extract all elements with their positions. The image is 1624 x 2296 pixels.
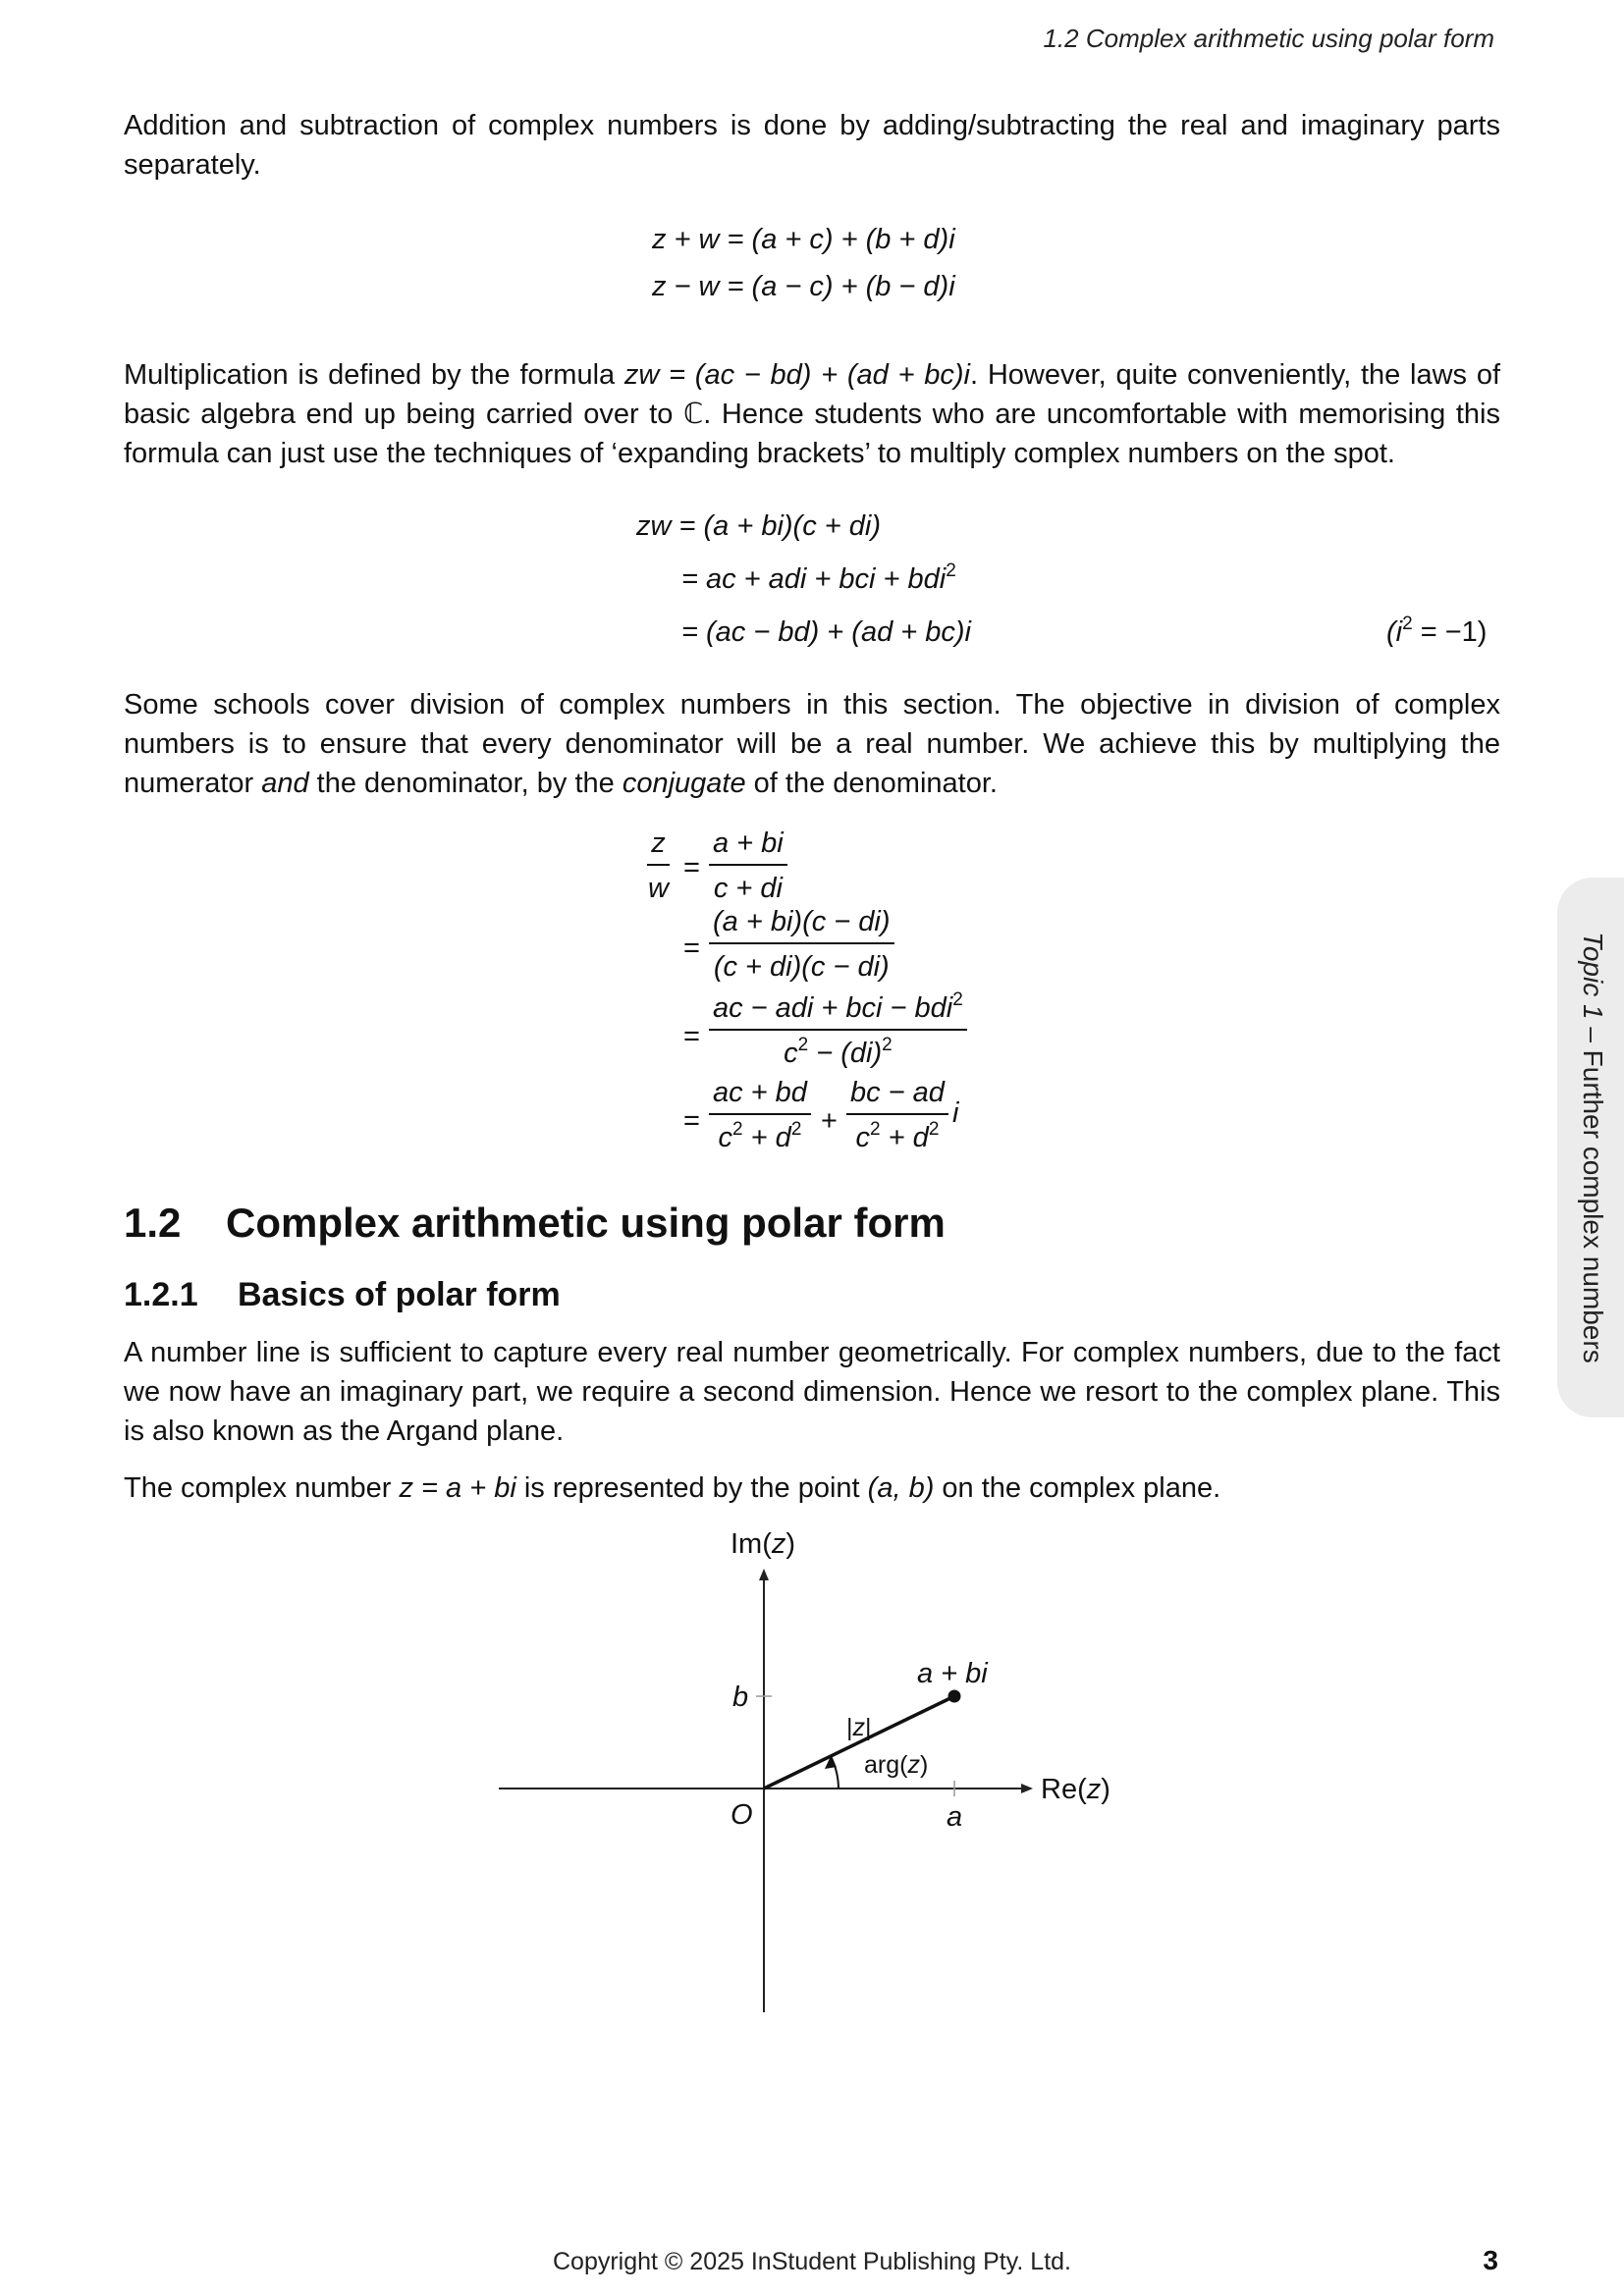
copyright-footer: Copyright © 2025 InStudent Publishing Pty. Ltd. bbox=[552, 2248, 1071, 2275]
a-label: a bbox=[947, 1801, 963, 1833]
division-row2-fraction: $\frac{(a + bi)(c - di)}{(c + di)(c - di)}$ bbox=[709, 905, 894, 984]
re-axis-label: Re(z) bbox=[1041, 1774, 1110, 1805]
imaginary-axis-arrow bbox=[759, 1569, 769, 1580]
addition-paragraph: Addition and subtraction of complex numbers is done by adding/subtracting the real and imaginary parts separately. bbox=[124, 110, 1500, 181]
complex-point bbox=[948, 1690, 961, 1703]
division-row4-fraction-imag: $\frac{bc - ad}{c^2 + d^2}$ bbox=[846, 1076, 948, 1154]
division-lhs-fraction: $\frac{z}{w}$ bbox=[648, 828, 669, 904]
equation-mult-note: $(i^2 = -1)$ bbox=[1386, 614, 1488, 648]
side-tab-label: Topic 1 – Further complex numbers bbox=[1578, 932, 1608, 1363]
equation-mult-line2: = ac + adi + bci + bdi$^2$ bbox=[681, 561, 956, 595]
real-axis-arrow bbox=[1021, 1784, 1033, 1793]
page-number: 3 bbox=[1483, 2245, 1498, 2275]
modulus-label: |z| bbox=[846, 1714, 872, 1741]
equals-sign: = bbox=[683, 1105, 700, 1137]
point-label: a + bi bbox=[917, 1658, 988, 1689]
argand-point-paragraph: The complex number z = a + bi is represented by the point (a, b) on the complex plane. bbox=[124, 1472, 1221, 1504]
division-row3-fraction: ac − adi + bci − bdi$^2$ $c^2 - (di)^2$ bbox=[709, 991, 967, 1070]
origin-label: O bbox=[731, 1799, 753, 1831]
im-axis-label: Im(z) bbox=[731, 1528, 796, 1560]
argument-label: arg(z) bbox=[864, 1751, 929, 1779]
equation-addition: z + w = (a + c) + (b + d)i bbox=[652, 224, 955, 255]
equation-mult-line1: zw = (a + bi)(c + di) bbox=[636, 510, 881, 542]
imaginary-unit: i bbox=[952, 1097, 959, 1129]
polar-intro-paragraph: A number line is sufficient to capture every real number geometrically. For complex numbers, due to the fact we now have an imaginary part, we require a second dimension. Hence we resort to the complex plane. This is also known as the Argand plane. bbox=[124, 1337, 1500, 1447]
equation-subtraction: z − w = (a − c) + (b − d)i bbox=[652, 271, 955, 302]
equals-sign: = bbox=[683, 933, 700, 964]
division-paragraph: Some schools cover division of complex numbers in this section. The objective in division of complex numbers is to ensure that every denominator will be a real number. We achieve this by multiplying the numerator and the denominator, by the conjugate of the denominator. bbox=[124, 689, 1500, 799]
division-row4-fraction-real: $\frac{ac + bd}{c^2 + d^2}$ bbox=[709, 1076, 811, 1154]
division-row1-fraction: $\frac{a + bi}{c + di}$ bbox=[709, 827, 787, 905]
subsection-heading: 1.2.1 Basics of polar form bbox=[124, 1276, 561, 1313]
equation-mult-line3: = (ac − bd) + (ad + bc)i bbox=[681, 616, 971, 648]
plus-sign: + bbox=[821, 1105, 838, 1137]
equals-sign: = bbox=[683, 1021, 700, 1052]
running-header: 1.2 Complex arithmetic using polar form bbox=[1043, 24, 1494, 53]
equals-sign: = bbox=[683, 852, 700, 883]
multiplication-formula: zw = (ac − bd) + (ad + bc)i bbox=[623, 359, 970, 391]
section-heading: 1.2 Complex arithmetic using polar form bbox=[124, 1200, 946, 1246]
multiplication-paragraph: Multiplication is defined by the formula zw = (ac − bd) + (ad + bc)i. However, quite conveniently, the laws of basic algebra end up being carried over to ℂ. Hence students who are uncomfortable with memorising this formula can just use the techniques of ‘expanding brackets’ to multiply complex numbers on the spot. bbox=[124, 359, 1501, 469]
b-label: b bbox=[732, 1682, 749, 1713]
